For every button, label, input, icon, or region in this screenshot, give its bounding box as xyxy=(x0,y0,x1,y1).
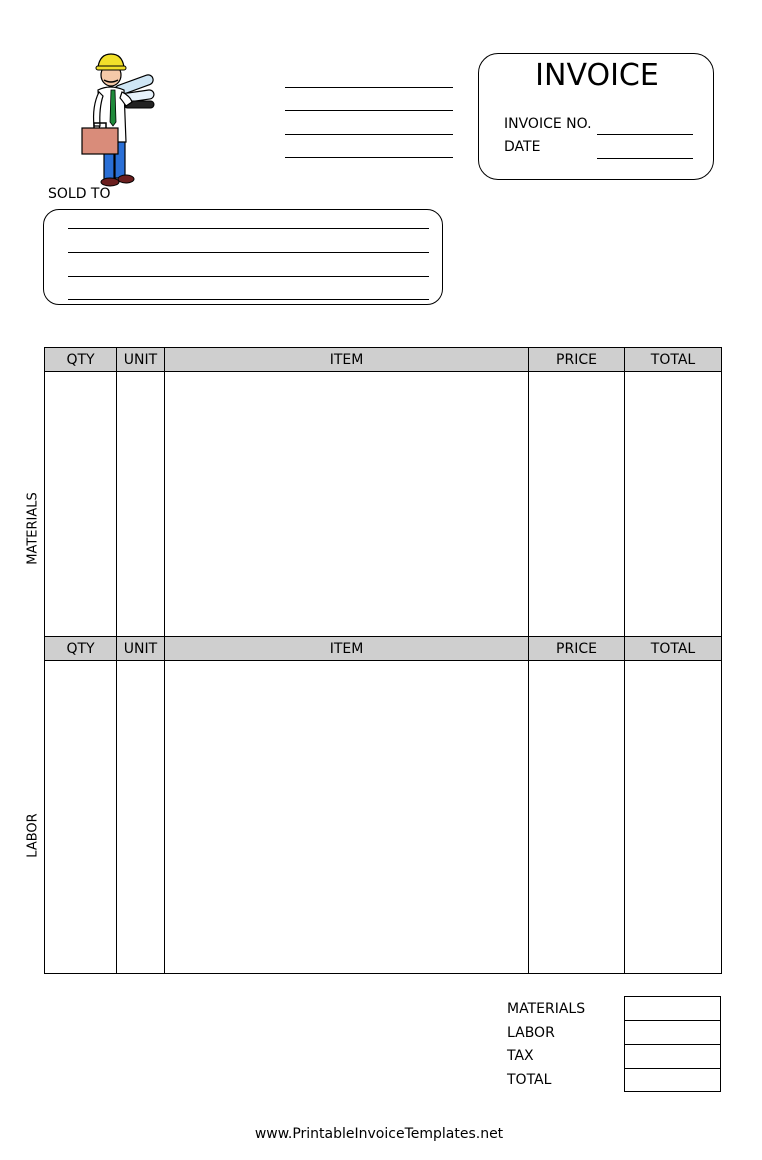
materials-header-row xyxy=(45,348,722,372)
labor-total-field[interactable] xyxy=(625,1021,720,1045)
materials-col-unit: UNIT xyxy=(117,348,165,372)
company-line-4 xyxy=(285,157,453,158)
labor-table xyxy=(44,636,722,974)
labor-unit-cell[interactable] xyxy=(117,661,165,974)
date-field[interactable] xyxy=(597,158,693,159)
labor-header-row xyxy=(45,637,722,661)
materials-col-item: ITEM xyxy=(165,348,529,372)
construction-engineer-logo-icon xyxy=(70,50,165,190)
invoice-number-field[interactable] xyxy=(597,134,693,135)
labor-col-total: TOTAL xyxy=(625,637,722,661)
labor-qty-cell[interactable] xyxy=(45,661,117,974)
labor-price-cell[interactable] xyxy=(529,661,625,974)
materials-price-cell[interactable] xyxy=(529,372,625,638)
company-line-2 xyxy=(285,110,453,111)
labor-col-price: PRICE xyxy=(529,637,625,661)
sold-to-box xyxy=(43,209,443,305)
materials-col-qty: QTY xyxy=(45,348,117,372)
labor-col-qty: QTY xyxy=(45,637,117,661)
invoice-info-box xyxy=(478,53,714,180)
materials-table xyxy=(44,347,722,637)
materials-total-label: MATERIALS xyxy=(507,1001,586,1017)
tax-label: TAX xyxy=(507,1048,534,1064)
labor-section-label: LABOR xyxy=(25,813,41,858)
invoice-title: INVOICE xyxy=(535,58,659,93)
footer-url: www.PrintableInvoiceTemplates.net xyxy=(254,1126,504,1142)
labor-col-item: ITEM xyxy=(165,637,529,661)
sold-to-line-1[interactable] xyxy=(68,228,429,229)
sold-to-line-4[interactable] xyxy=(68,299,429,300)
labor-total-cell[interactable] xyxy=(625,661,722,974)
materials-col-total: TOTAL xyxy=(625,348,722,372)
sold-to-label: SOLD TO xyxy=(48,186,111,202)
labor-total-label: LABOR xyxy=(507,1025,555,1041)
grand-total-field[interactable] xyxy=(625,1069,720,1092)
invoice-number-label: INVOICE NO. xyxy=(504,116,592,132)
labor-item-cell[interactable] xyxy=(165,661,529,974)
materials-qty-cell[interactable] xyxy=(45,372,117,638)
sold-to-line-2[interactable] xyxy=(68,252,429,253)
grand-total-label: TOTAL xyxy=(507,1072,552,1088)
labor-col-unit: UNIT xyxy=(117,637,165,661)
company-line-3 xyxy=(285,134,453,135)
tax-field[interactable] xyxy=(625,1045,720,1069)
materials-total-cell[interactable] xyxy=(625,372,722,638)
labor-body-row[interactable] xyxy=(45,661,722,974)
materials-total-field[interactable] xyxy=(625,997,720,1021)
totals-box xyxy=(624,996,721,1092)
materials-unit-cell[interactable] xyxy=(117,372,165,638)
date-label: DATE xyxy=(504,139,541,155)
materials-section-label: MATERIALS xyxy=(25,492,41,565)
materials-col-price: PRICE xyxy=(529,348,625,372)
materials-item-cell[interactable] xyxy=(165,372,529,638)
company-line-1 xyxy=(285,87,453,88)
materials-body-row[interactable] xyxy=(45,372,722,638)
sold-to-line-3[interactable] xyxy=(68,276,429,277)
